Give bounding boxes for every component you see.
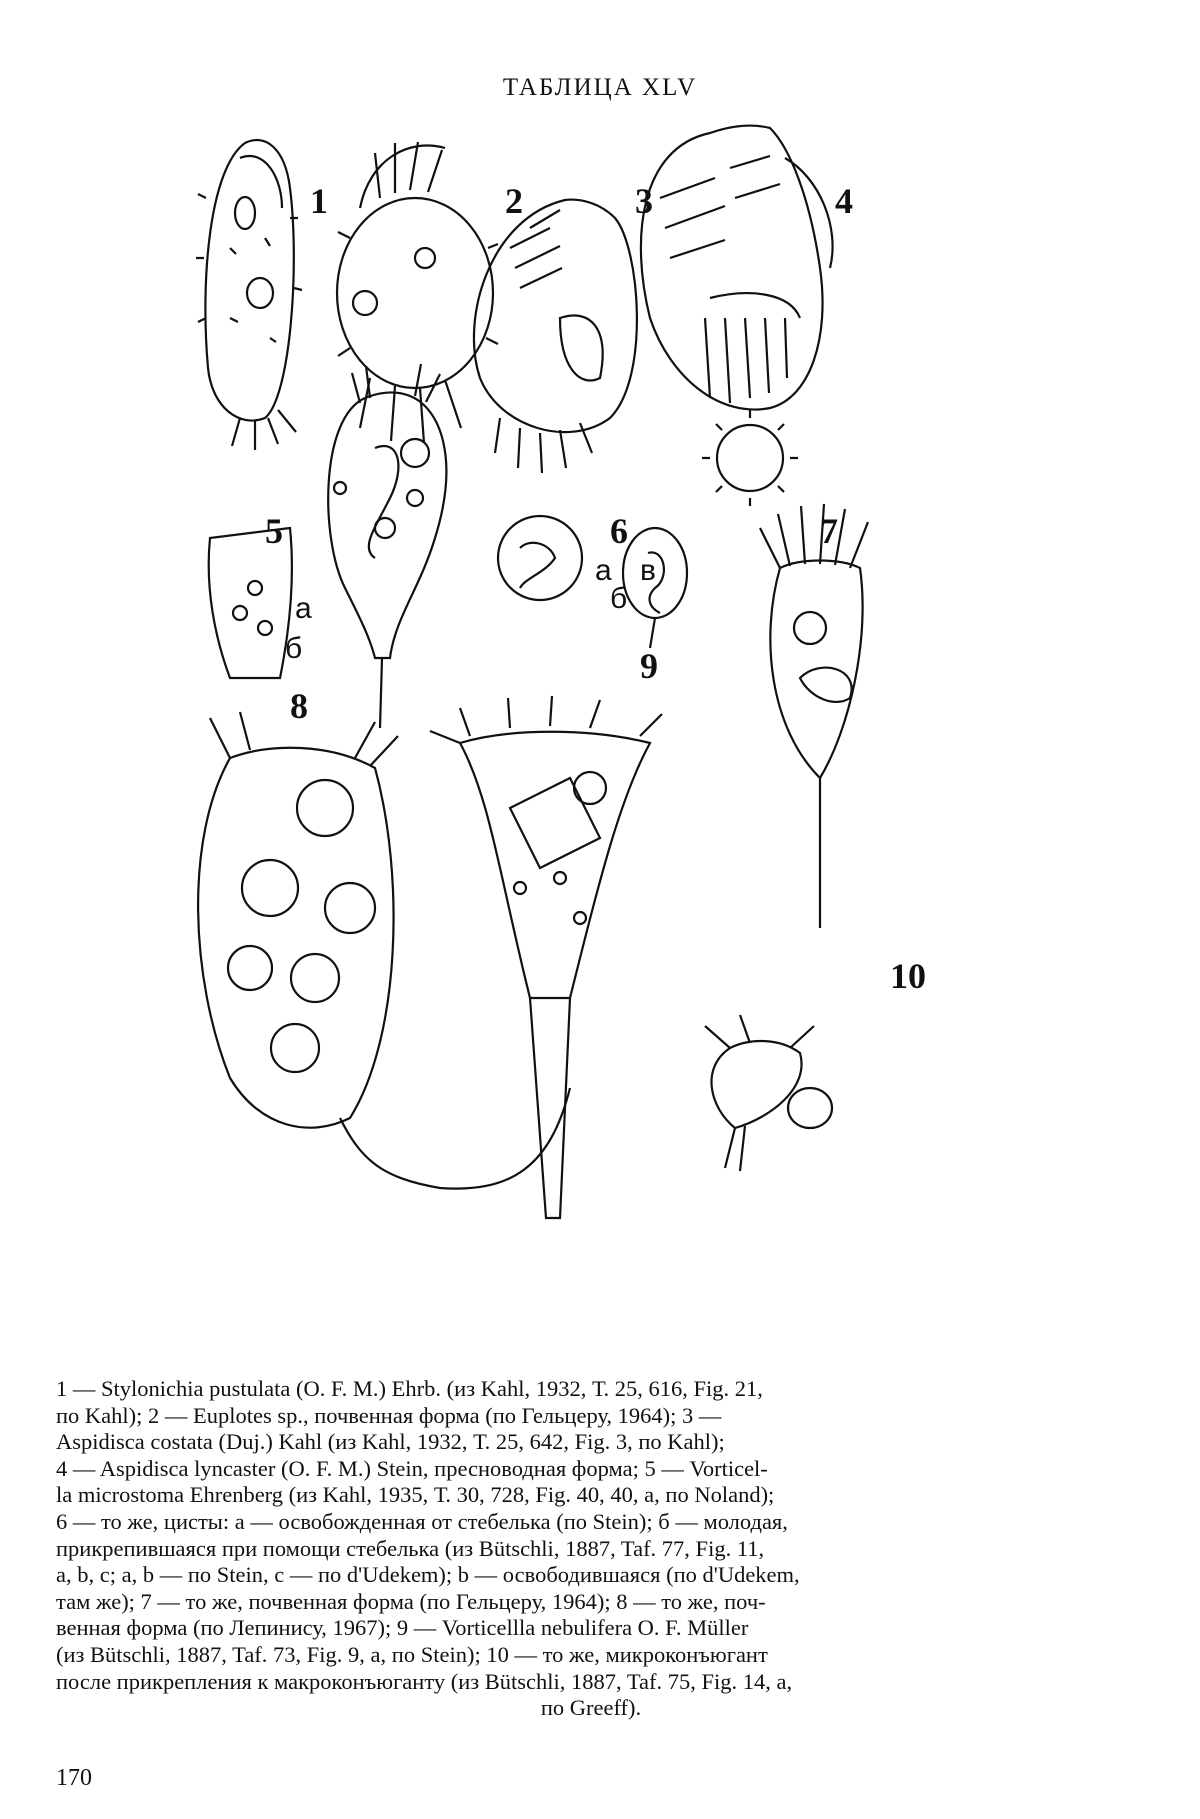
label-2: 2	[505, 181, 523, 221]
figure-caption	[56, 1376, 1126, 1722]
drawing-6-cysts	[498, 410, 798, 648]
label-10: 10	[890, 956, 926, 996]
caption-line: после прикрепления к макроконъюганту (из Bütschli, 1887, Taf. 75, Fig. 14, а,	[56, 1668, 793, 1694]
caption-line: там же); 7 — то же, почвенная форма (по Гельцеру, 1964); 8 — то же, поч-	[56, 1588, 766, 1614]
illustration-plate	[170, 118, 1050, 1348]
drawing-2-euplotes	[337, 142, 498, 443]
page-number: 170	[56, 1765, 92, 1791]
label-6b: б	[610, 582, 628, 615]
label-3: 3	[635, 181, 653, 221]
caption-line: 4 — Aspidisca lyncaster (O. F. M.) Stein, пресноводная форма; 5 — Vorticel-	[56, 1455, 768, 1481]
label-9: 9	[640, 646, 658, 686]
drawing-4-aspidisca-lyncaster	[641, 126, 833, 410]
caption-line: (из Bütschli, 1887, Taf. 73, Fig. 9, а, по Stein); 10 — то же, микроконъюгант	[56, 1641, 768, 1667]
drawing-7-vorticella-soil	[760, 504, 868, 928]
drawing-9-vorticella-nebulifera	[430, 696, 662, 1218]
caption-line: Aspidisca costata (Duj.) Kahl (из Kahl, 1932, Т. 25, 642, Fig. 3, по Kahl);	[56, 1429, 725, 1455]
drawing-8-vorticella-soil	[198, 712, 570, 1189]
label-6a: а	[595, 554, 612, 587]
ciliate-drawings	[170, 118, 1050, 1348]
plate-title: ТАБЛИЦА XLV	[502, 74, 698, 101]
label-5: 5	[265, 511, 283, 551]
caption-line: а, b, с; а, b — по Stein, с — по d'Udekem); b — освободившаяся (по d'Udekem,	[56, 1562, 800, 1588]
label-4: 4	[835, 181, 853, 221]
caption-line: 6 — то же, цисты: а — освобожденная от стебелька (по Stein); б — молодая,	[56, 1508, 788, 1534]
caption-line: по Kahl); 2 — Euplotes sp., почвенная форма (по Гельцеру, 1964); 3 —	[56, 1402, 722, 1428]
label-6: 6	[610, 511, 628, 551]
drawing-10-microconjugant	[705, 1015, 832, 1171]
label-5b: б	[285, 632, 303, 665]
caption-line: 1 — Stylonichia pustulata (O. F. M.) Ehrb. (из Kahl, 1932, Т. 25, 616, Fig. 21,	[56, 1376, 763, 1401]
caption-last-line: по Greeff).	[540, 1695, 642, 1721]
label-5a: а	[295, 592, 312, 625]
drawing-3-aspidisca-costata	[474, 200, 637, 473]
drawing-5-vorticella-microstoma	[209, 364, 447, 728]
label-6v: в	[640, 554, 656, 587]
label-1: 1	[310, 181, 328, 221]
caption-line: прикрепившаяся при помощи стебелька (из Bütschli, 1887, Taf. 77, Fig. 11,	[56, 1535, 765, 1561]
caption-line: la microstoma Ehrenberg (из Kahl, 1935, Т. 30, 728, Fig. 40, 40, а, по Noland);	[56, 1482, 775, 1508]
label-8: 8	[290, 686, 308, 726]
caption-line: венная форма (по Лепинису, 1967); 9 — Vorticellla nebulifera O. F. Müller	[56, 1615, 749, 1641]
label-7: 7	[820, 511, 838, 551]
drawing-1-stylonichia	[196, 140, 302, 450]
